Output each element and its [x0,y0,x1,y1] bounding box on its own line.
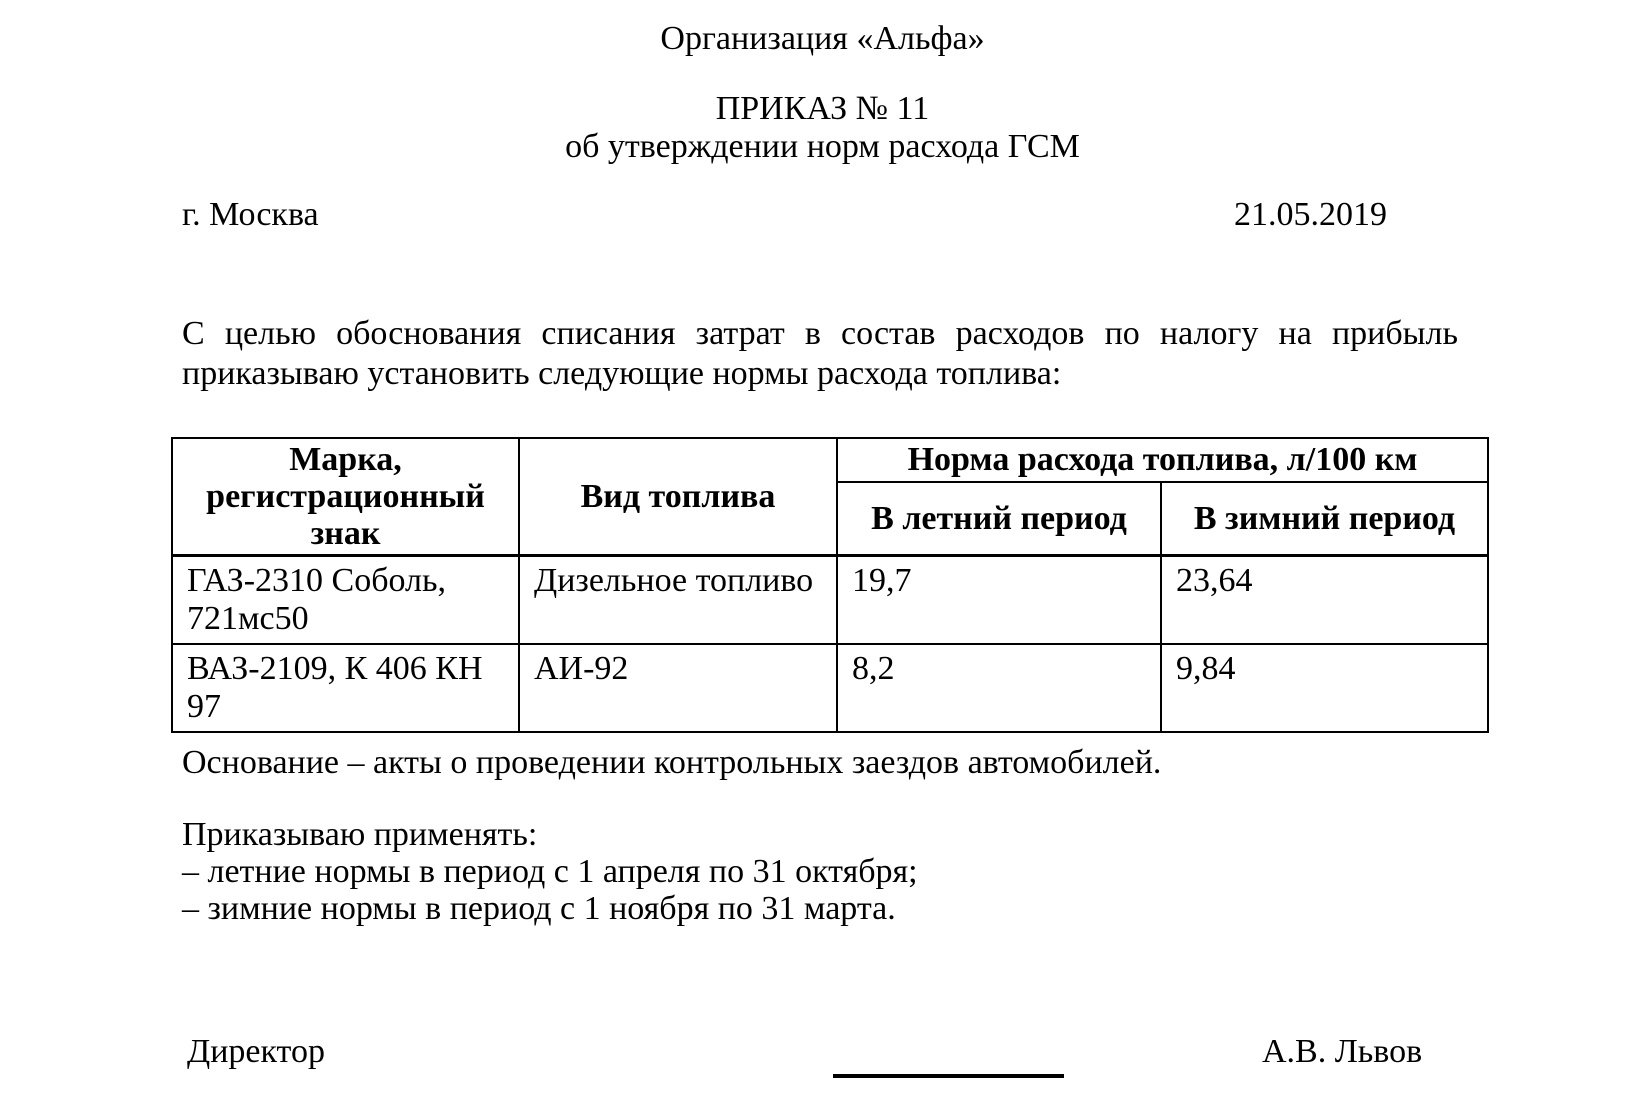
col-header-fuel: Вид топлива [519,438,837,556]
city-label: г. Москва [182,196,319,233]
director-name: А.В. Львов [1262,1033,1423,1070]
intro-paragraph: С целью обоснования списания затрат в состав расходов по налогу на прибыль приказываю установить следующие нормы расхода топлива: [182,315,1458,392]
org-name: Организация «Альфа» [660,20,985,57]
apply-block [182,816,1472,927]
order-subtitle: об утверждении норм расхода ГСМ [565,128,1080,165]
col-header-winter: В зимний период [1161,482,1488,556]
col-header-summer: В летний период [837,482,1161,556]
order-title: ПРИКАЗ № 11 [715,90,930,127]
cell-summer-norm: 19,7 [837,556,1161,645]
basis-line: Основание – акты о проведении контрольных заездов автомобилей. [182,744,1162,781]
cell-summer-norm: 8,2 [837,644,1161,732]
cell-winter-norm: 23,64 [1161,556,1488,645]
table-row [172,644,1488,732]
table-row [172,556,1488,645]
date-label: 21.05.2019 [1234,196,1387,233]
cell-mark: ВАЗ-2109, К 406 КН 97 [172,644,519,732]
cell-fuel: АИ-92 [519,644,837,732]
apply-item-winter: – зимние нормы в период с 1 ноября по 31 марта. [182,890,896,927]
director-title: Директор [187,1033,325,1070]
cell-mark: ГАЗ-2310 Соболь, 721мс50 [172,556,519,645]
fuel-norms-table [171,437,1489,733]
table-header-row-1 [172,438,1488,482]
col-header-mark: Марка, регистрационный знак [172,438,519,556]
signature-line [833,1074,1064,1078]
apply-heading: Приказываю применять: [182,816,538,853]
cell-fuel: Дизельное топливо [519,556,837,645]
col-header-norm-group: Норма расхода топлива, л/100 км [837,438,1488,482]
cell-winter-norm: 9,84 [1161,644,1488,732]
apply-item-summer: – летние нормы в период с 1 апреля по 31 октября; [182,853,918,890]
